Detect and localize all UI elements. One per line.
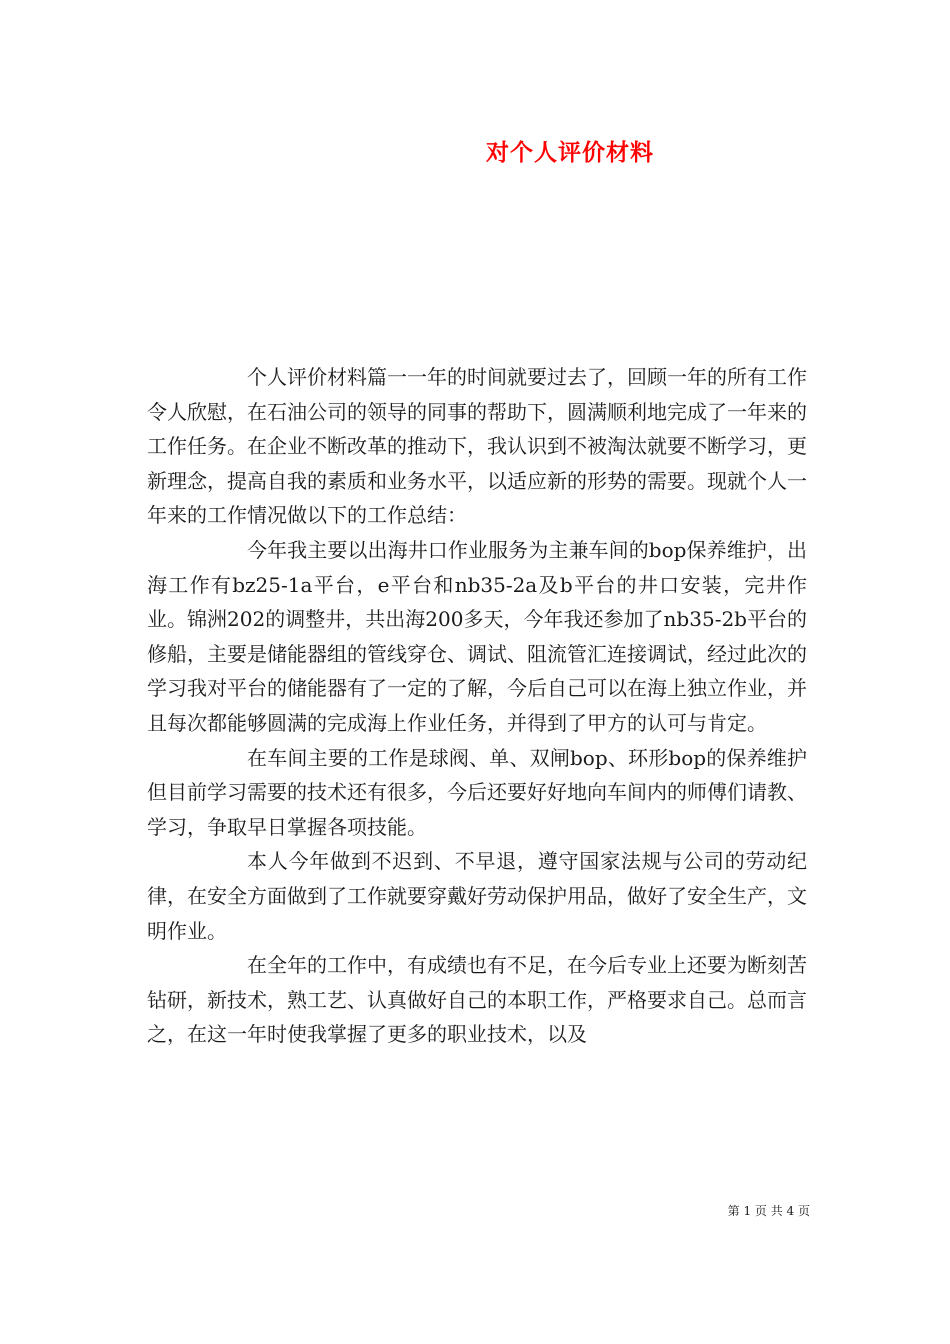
paragraph-5: 在全年的工作中，有成绩也有不足，在今后专业上还要为断刻苦钻研，新技术，熟工艺、认真做好自己的本职工作，严格要求自己。总而言之，在这一年时使我掌握了更多的职业技术，以及	[147, 953, 807, 1047]
page-footer: 第 1 页 共 4 页	[727, 1204, 810, 1218]
paragraph-4: 本人今年做到不迟到、不早退，遵守国家法规与公司的劳动纪律，在安全方面做到了工作就要穿戴好劳动保护用品，做好了安全生产，文明作业。	[147, 849, 807, 943]
paragraph-3: 在车间主要的工作是球阀、单、双闸bop、环形bop的保养维护但目前学习需要的技术还有很多，今后还要好好地向车间内的师傅们请教、学习，争取早日掌握各项技能。	[147, 745, 807, 839]
document-title: 对个人评价材料	[486, 139, 654, 166]
paragraph-2: 今年我主要以出海井口作业服务为主兼车间的bop保养维护，出海工作有bz25-1a平台，e平台和nb35-2a及b平台的井口安装，完井作业。锦洲202的调整井，共出海200多天，今年我还参加了nb35-2b平台的修船，主要是储能器组的管线穿仓、调试、阻流管汇连接调试，经过此次的学习我对平台的储能器有了一定的了解，今后自己可以在海上独立作业，并且每次都能够圆满的完成海上作业任务，并得到了甲方的认可与肯定。	[147, 537, 807, 735]
paragraph-1: 个人评价材料篇一一年的时间就要过去了，回顾一年的所有工作令人欣慰，在石油公司的领导的同事的帮助下，圆满顺利地完成了一年来的工作任务。在企业不断改革的推动下，我认识到不被淘汰就要不断学习，更新理念，提高自我的素质和业务水平，以适应新的形势的需要。现就个人一年来的工作情况做以下的工作总结：	[147, 365, 807, 528]
document-body	[147, 360, 807, 1052]
